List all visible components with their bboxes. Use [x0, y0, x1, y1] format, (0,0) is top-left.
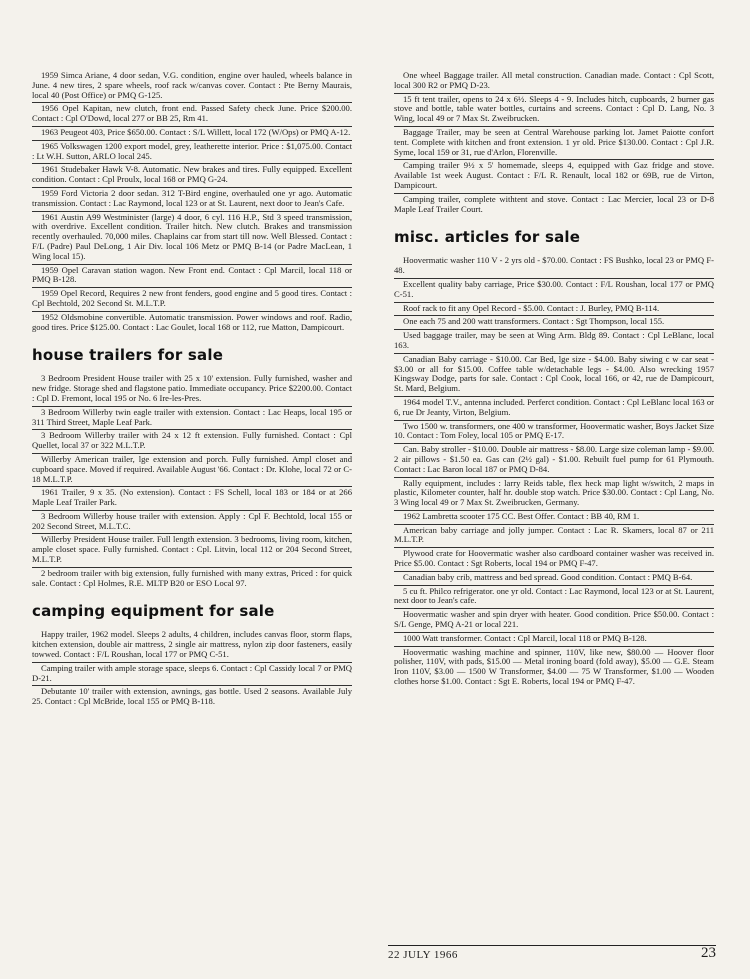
classified-ad: 3 Bedroom Willerby house trailer with extension. Apply : Cpl F. Bechtold, local 155 or 202 Second Street, M.L.T.C.: [32, 511, 352, 535]
cars-for-sale-section: [32, 70, 352, 334]
classified-ad: Willerby President House trailer. Full length extension. 3 bedrooms, living room, kitchen, ample closet space. Fully furnished. Contact : Cpl. Litvin, local 112 or 204 Second Street, M.L.T.P.: [32, 534, 352, 567]
classified-ad: Canadian Baby carriage - $10.00. Car Bed, lge size - $4.00. Baby siwing c w car seat - $3.00 or all for $15.00. Coffee table w/detachable legs - $4.00. Also wrecking 1957 Kingsway Dodge, parts for sale. Contact : Cpl Cook, local 166, or 42, rue de Dampicourt, St. Mard, Belgium.: [394, 354, 714, 397]
trailers-continued-section: [394, 70, 714, 216]
classified-ad: 1965 Volkswagen 1200 export model, grey, leatherette interior. Price : $1,075.00. Contact : Lt W.H. Sutton, ARLO local 245.: [32, 141, 352, 165]
classified-ad: Used baggage trailer, may be seen at Wing Arm. Bldg 89. Contact : Cpl LeBlanc, local 163.: [394, 330, 714, 354]
right-column: [394, 70, 714, 689]
classified-ad: Two 1500 w. transformers, one 400 w transformer, Hoovermatic washer, Boys Jacket Size 10. Contact : Tom Foley, local 105 or PMQ E-17.: [394, 421, 714, 445]
classified-ad: 2 bedroom trailer with big extension, fully furnished with many extras, Priced : for quick sale. Contact : Cpl Holmes, R.E. MLTP B20 or ESO Local 97.: [32, 567, 352, 588]
classified-ad: Willerby American trailer, lge extension and porch. Fully furnished. Ampl closet and cupboard space. Moved if required. Available August '66. Contact : Dr. Klohe, local 72 or C-18 M.L.T.P.: [32, 454, 352, 487]
classified-ad: 3 Bedroom Willerby twin eagle trailer with extension. Contact : Lac Heaps, local 195 or 311 Third Street, Maple Leaf Park.: [32, 407, 352, 431]
classified-ad: One wheel Baggage trailer. All metal construction. Canadian made. Contact : Cpl Scott, local 300 R2 or PMQ D-23.: [394, 70, 714, 94]
misc-articles-section: [394, 255, 714, 688]
camping-equipment-section: [32, 629, 352, 709]
classified-ad: Baggage Trailer, may be seen at Central Warehouse parking lot. Jamet Paiotte confort tent. Complete with kitchen and front extension. 1 yr old. Price $130.00. Contact : Cpl J.R. Syme, local 159 or 31, rue d'Arlon, Florenville.: [394, 127, 714, 160]
classified-ad: 3 Bedroom Willerby trailer with 24 x 12 ft extension. Fully furnished. Contact : Cpl Quellet, local 37 or 322 M.L.T.P.: [32, 430, 352, 454]
classified-ad: 5 cu ft. Philco refrigerator. one yr old. Contact : Lac Raymond, local 123 or at St. Laurent, next door to Jean's cafe.: [394, 586, 714, 610]
classified-ad: Hoovermatic washer and spin dryer with heater. Good condition. Price $50.00. Contact : S/L Genge, PMQ A-21 or local 221.: [394, 609, 714, 633]
classified-ad: 1956 Opel Kapitan, new clutch, front end. Passed Safety check June. Price $200.00. Contact : Cpl O'Dowd, local 277 or BB 25, Rm 41.: [32, 103, 352, 127]
classified-ad: Rally equipment, includes : larry Reids table, flex heck map light w/switch, 2 maps in plastic, Kilometer counter, half hr. double stop watch. Price $30.00. Contact : Cpl Lang, No. 3 Wing local 49 or 7 Max St. Zweibrucken, Germany.: [394, 478, 714, 511]
classified-ad: 1952 Oldsmobine convertible. Automatic transmission. Power windows and roof. Radio, good tires. Price $125.00. Contact : Lac Goulet, local 168 or 112, rue Matton, Dampicourt.: [32, 311, 352, 332]
issue-date: 22 JULY 1966: [388, 949, 458, 961]
classified-ad: Excellent quality baby carriage, Price $30.00. Contact : F/L Roushan, local 177 or PMQ C-51.: [394, 279, 714, 303]
page-footer: [388, 945, 716, 961]
classified-ad: Canadian baby crib, mattress and bed spread. Good condition. Contact : PMQ B-64.: [394, 572, 714, 586]
classified-ad: Hoovermatic washer 110 V - 2 yrs old - $70.00. Contact : FS Bushko, local 23 or PMQ F-48.: [394, 255, 714, 279]
classified-ad: 1961 Trailer, 9 x 35. (No extension). Contact : FS Schell, local 183 or 184 or at 266 Maple Leaf Trailer Park.: [32, 487, 352, 511]
classified-ad: 1959 Opel Record, Requires 2 new front fenders, good engine and 5 good tires. Contact : Cpl Bechtold, 202 Second St. M.L.T.P.: [32, 288, 352, 312]
misc-articles-heading: misc. articles for sale: [394, 228, 581, 247]
classified-ad: Happy trailer, 1962 model. Sleeps 2 adults, 4 children, includes canvas floor, storm flaps, kitchen extension, double air mattress, 2 single air mattress, nylon zip door fasteners, easily towwed. Contact : F/L Roushan, local 177 or PMQ C-51.: [32, 629, 352, 662]
classified-ad: 1000 Watt transformer. Contact : Cpl Marcil, local 118 or PMQ B-128.: [394, 633, 714, 647]
classified-ad: 1964 model T.V., antenna included. Perferct condition. Contact : Cpl LeBlanc local 163 or 6, rue Dr Jeanty, Virton, Belgium.: [394, 397, 714, 421]
classified-ad: 3 Bedroom President House trailer with 25 x 10' extension. Fully furnished, washer and new fridge. Storage shed and flagstone patio. Immediate occupancy. Price $2200.00. Contact : Cpl D. Fremont, local 195 or No. 6 Ire-les-Pres.: [32, 373, 352, 406]
classified-ad: Hoovermatic washing machine and spinner, 110V, like new, $80.00 — Hoover floor polisher, 110V, with pads, $15.00 — Metal ironing board (fold away), $5.00 — G.E. Steam Iron 110V, $3.00 — 1500 W Transformer, $4.00 — 75 W Transformer, $1.00 — Wooden clothes horse $1.00. Contact : Sgt E. Roberts, local 194 or PMQ F-47.: [394, 646, 714, 687]
classified-ad: American baby carriage and jolly jumper. Contact : Lac R. Skamers, local 87 or 211 M.L.T.P.: [394, 525, 714, 549]
classified-ad: One each 75 and 200 watt transformers. Contact : Sgt Thompson, local 155.: [394, 316, 714, 330]
left-column: [32, 70, 352, 709]
house-trailers-section: [32, 373, 352, 590]
classified-ad: 1961 Austin A99 Westminister (large) 4 door, 6 cyl. 116 H.P., Std 3 speed transmission, with overdrive. Excellent condition. Trailer hitch. New clutch. Brakes and transmission recently overhauled. 70,000 miles. Chaplains car from start till now. Well Blessed. Contact : F/L (Padre) Paul DeLong, 1 Air Div. local 106 Metz or PMQ B-14 (or Padre MacLean, 1 Wing local 15).: [32, 212, 352, 265]
classified-ad: 1963 Peugeot 403, Price $650.00. Contact : S/L Willett, local 172 (W/Ops) or PMQ A-12.: [32, 127, 352, 141]
classified-ad: Can. Baby stroller - $10.00. Double air mattress - $8.00. Large size coleman lamp - $9.00. 2 air pillows - $1.50 ea. Gas can (2½ gal) - $1.00. Rebuilt fuel pump for 61 Plymouth. Contact : Lac Baron local 187 or PMQ D-84.: [394, 444, 714, 477]
classified-ad: Debutante 10' trailer with extension, awnings, gas bottle. Used 2 seasons. Available July 25. Contact : Cpl McBride, local 155 or PMQ B-118.: [32, 686, 352, 707]
page-number: 23: [701, 945, 716, 961]
classified-ad: 1959 Opel Caravan station wagon. New Front end. Contact : Cpl Marcil, local 118 or PMQ B-128.: [32, 265, 352, 289]
classified-ad: Camping trailer, complete withtent and stove. Contact : Lac Mercier, local 23 or D-8 Maple Leaf Trailer Court.: [394, 193, 714, 214]
house-trailers-heading: house trailers for sale: [32, 346, 224, 365]
classified-ad: 1961 Studebaker Hawk V-8. Automatic. New brakes and tires. Fully equipped. Excellent condition. Contact : Cpl Proulx, local 168 or PMQ G-24.: [32, 164, 352, 188]
classified-ad: Camping trailer with ample storage space, sleeps 6. Contact : Cpl Cassidy local 7 or PMQ D-21.: [32, 663, 352, 687]
classified-ad: 1962 Lambretta scooter 175 CC. Best Offer. Contact : BB 40, RM 1.: [394, 511, 714, 525]
classified-ad: Plywood crate for Hoovermatic washer also cardboard container washer was received in. Price $5.00. Contact : Sgt Roberts, local 194 or PMQ F-47.: [394, 548, 714, 572]
classified-ad: Roof rack to fit any Opel Record - $5.00. Contact : J. Burley, PMQ B-114.: [394, 303, 714, 317]
classified-ad: Camping trailer 9½ x 5' homemade, sleeps 4, equipped with Gaz fridge and stove. Available 1st week August. Contact : F/L R. Renault, local 182 or 69B, rue de Virton, Dampicourt.: [394, 160, 714, 193]
classified-ad: 15 ft tent trailer, opens to 24 x 6½. Sleeps 4 - 9. Includes hitch, cupboards, 2 burner gas stove and bottle, table water bottles, curtains and screens. Contact : Cpl D. Lang, No. 3 Wing, local 49 or 7 Max St. Zweibrucken.: [394, 94, 714, 127]
classified-ad: 1959 Simca Ariane, 4 door sedan, V.G. condition, engine over hauled, wheels balance in June. 4 new tires, 2 spare wheels, roof rack w/canvas cover. Contact : Pte Berny Maurais, local 40 (Post Office) or PMQ G-125.: [32, 70, 352, 103]
camping-equipment-heading: camping equipment for sale: [32, 602, 275, 621]
classified-ad: 1959 Ford Victoria 2 door sedan. 312 T-Bird engine, overhauled one yr ago. Automatic transmission. Contact : Lac Raymond, local 123 or at St. Laurent, next door to Jean's Cafe.: [32, 188, 352, 212]
